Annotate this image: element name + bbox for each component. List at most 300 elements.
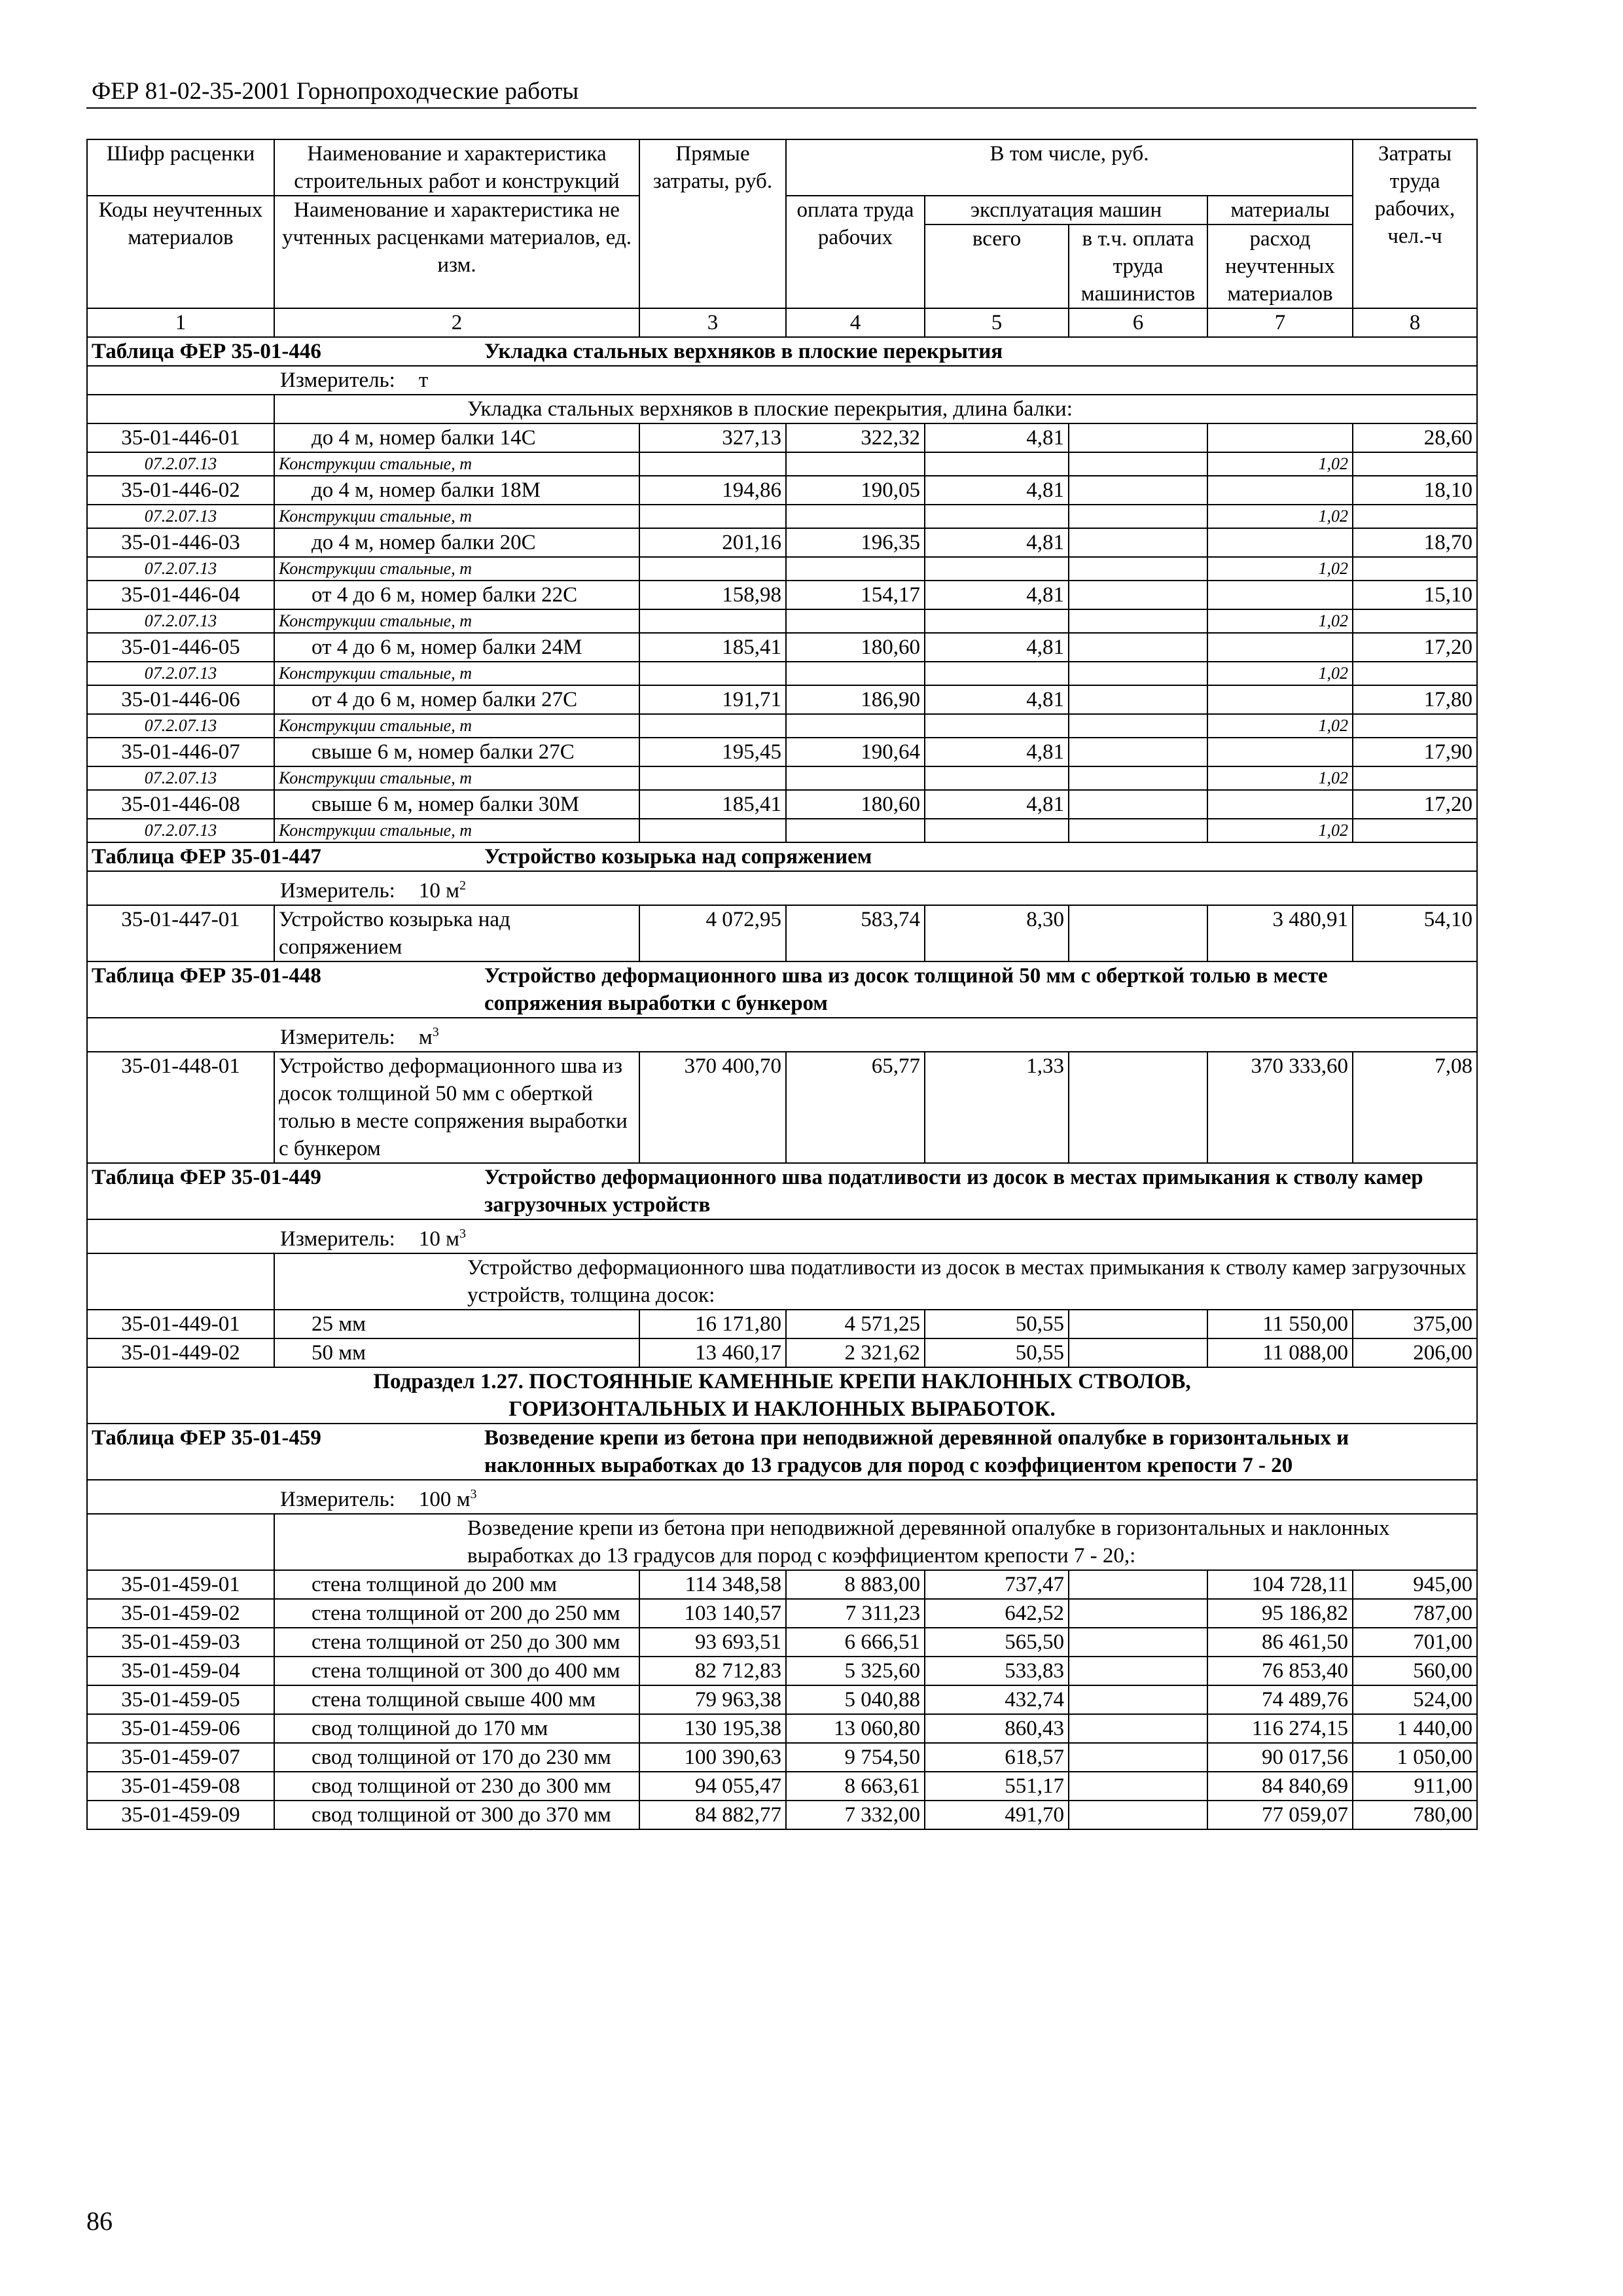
row-machinist-labor xyxy=(1069,738,1207,766)
row-code: 35-01-446-04 xyxy=(87,581,274,609)
row-name: до 4 м, номер балки 14С xyxy=(274,423,639,452)
row-machinist-labor xyxy=(1069,1657,1207,1685)
material-blank xyxy=(925,819,1069,842)
table-row xyxy=(87,1310,1477,1338)
row-materials: 95 186,82 xyxy=(1207,1599,1353,1628)
row-hours: 787,00 xyxy=(1353,1599,1477,1628)
material-blank xyxy=(786,714,925,738)
row-machines: 8,30 xyxy=(925,905,1069,961)
material-qty: 1,02 xyxy=(1207,609,1353,633)
row-labor: 9 754,50 xyxy=(786,1743,925,1772)
table-row xyxy=(87,1743,1477,1772)
row-labor: 583,74 xyxy=(786,905,925,961)
table-row xyxy=(87,790,1477,819)
material-blank xyxy=(786,505,925,528)
row-code: 35-01-446-02 xyxy=(87,476,274,505)
material-blank xyxy=(925,766,1069,790)
row-name: стена толщиной от 300 до 400 мм xyxy=(274,1657,639,1685)
measure-row xyxy=(87,1219,1477,1253)
row-machinist-labor xyxy=(1069,528,1207,557)
material-code: 07.2.07.13 xyxy=(87,609,274,633)
row-materials: 77 059,07 xyxy=(1207,1801,1353,1829)
row-name: от 4 до 6 м, номер балки 27С xyxy=(274,685,639,714)
material-blank xyxy=(1353,609,1477,633)
row-hours: 1 440,00 xyxy=(1353,1714,1477,1743)
row-materials xyxy=(1207,581,1353,609)
material-blank xyxy=(639,452,786,476)
material-blank xyxy=(1353,819,1477,842)
row-machines: 1,33 xyxy=(925,1052,1069,1163)
row-labor: 4 571,25 xyxy=(786,1310,925,1338)
table-caption: Устройство деформационного шва из досок толщиной 50 мм с оберткой толью в месте сопряжения выработки с бункером xyxy=(484,964,1328,1015)
col8-header: Затраты труда рабочих, чел.-ч xyxy=(1353,139,1477,308)
row-name: до 4 м, номер балки 18М xyxy=(274,476,639,505)
row-code: 35-01-446-06 xyxy=(87,685,274,714)
price-table xyxy=(86,139,1478,1830)
row-name: свод толщиной до 170 мм xyxy=(274,1714,639,1743)
col-num: 7 xyxy=(1207,308,1353,337)
col1-bottom: Коды неучтенных материалов xyxy=(87,196,274,308)
material-blank xyxy=(925,714,1069,738)
row-code: 35-01-459-09 xyxy=(87,1801,274,1829)
table-title-row xyxy=(87,961,1477,1018)
measure-row xyxy=(87,1480,1477,1514)
material-name: Конструкции стальные, т xyxy=(274,452,639,476)
material-name: Конструкции стальные, т xyxy=(274,819,639,842)
row-labor: 190,64 xyxy=(786,738,925,766)
material-blank xyxy=(1353,714,1477,738)
measure-sup: 2 xyxy=(459,878,466,893)
row-hours: 18,10 xyxy=(1353,476,1477,505)
table-row xyxy=(87,1052,1477,1163)
row-materials: 3 480,91 xyxy=(1207,905,1353,961)
measure-row xyxy=(87,871,1477,905)
row-name: 25 мм xyxy=(274,1310,639,1338)
row-hours: 54,10 xyxy=(1353,905,1477,961)
table-title-row xyxy=(87,1424,1477,1480)
material-code: 07.2.07.13 xyxy=(87,452,274,476)
row-code: 35-01-459-02 xyxy=(87,1599,274,1628)
row-materials: 90 017,56 xyxy=(1207,1743,1353,1772)
row-labor: 154,17 xyxy=(786,581,925,609)
row-direct: 130 195,38 xyxy=(639,1714,786,1743)
row-direct: 103 140,57 xyxy=(639,1599,786,1628)
row-labor: 196,35 xyxy=(786,528,925,557)
row-code: 35-01-459-08 xyxy=(87,1772,274,1801)
row-machines: 4,81 xyxy=(925,790,1069,819)
material-blank xyxy=(639,819,786,842)
row-materials xyxy=(1207,685,1353,714)
row-machinist-labor xyxy=(1069,1772,1207,1801)
header-row-1 xyxy=(87,139,1477,196)
measure-label: Измеритель: xyxy=(280,1026,395,1049)
row-hours: 780,00 xyxy=(1353,1801,1477,1829)
row-code: 35-01-459-05 xyxy=(87,1685,274,1714)
row-name: Устройство козырька над сопряжением xyxy=(274,905,639,961)
row-machines: 533,83 xyxy=(925,1657,1069,1685)
material-code: 07.2.07.13 xyxy=(87,662,274,685)
row-hours: 206,00 xyxy=(1353,1338,1477,1367)
row-machines: 4,81 xyxy=(925,528,1069,557)
measure-sup: 3 xyxy=(470,1487,477,1501)
row-direct: 158,98 xyxy=(639,581,786,609)
row-labor: 8 663,61 xyxy=(786,1772,925,1801)
material-blank xyxy=(639,557,786,581)
table-row xyxy=(87,423,1477,452)
measure-unit: т xyxy=(418,368,429,392)
row-materials xyxy=(1207,738,1353,766)
row-machines: 432,74 xyxy=(925,1685,1069,1714)
row-materials: 84 840,69 xyxy=(1207,1772,1353,1801)
measure-label: Измеритель: xyxy=(280,1227,395,1251)
row-hours: 945,00 xyxy=(1353,1570,1477,1599)
material-blank xyxy=(786,766,925,790)
table-title xyxy=(87,961,1477,1018)
row-name: стена толщиной от 200 до 250 мм xyxy=(274,1599,639,1628)
col-num: 1 xyxy=(87,308,274,337)
row-machinist-labor xyxy=(1069,1310,1207,1338)
row-hours: 28,60 xyxy=(1353,423,1477,452)
material-row xyxy=(87,505,1477,528)
row-materials: 74 489,76 xyxy=(1207,1685,1353,1714)
row-direct: 4 072,95 xyxy=(639,905,786,961)
row-labor: 13 060,80 xyxy=(786,1714,925,1743)
material-blank xyxy=(1353,557,1477,581)
group-text: Возведение крепи из бетона при неподвижной деревянной опалубке в горизонтальных и наклонных выработках до 13 градусов для пород с коэффициентом крепости 7 - 20,: xyxy=(274,1514,1477,1570)
material-blank xyxy=(925,662,1069,685)
row-direct: 191,71 xyxy=(639,685,786,714)
table-row xyxy=(87,528,1477,557)
row-labor: 65,77 xyxy=(786,1052,925,1163)
row-direct: 114 348,58 xyxy=(639,1570,786,1599)
row-machinist-labor xyxy=(1069,1599,1207,1628)
page-header-title: ФЕР 81-02-35-2001 Горнопроходческие работы xyxy=(92,78,579,105)
material-qty: 1,02 xyxy=(1207,766,1353,790)
material-code: 07.2.07.13 xyxy=(87,819,274,842)
row-name: свод толщиной от 230 до 300 мм xyxy=(274,1772,639,1801)
row-code: 35-01-449-01 xyxy=(87,1310,274,1338)
column-numbers-row xyxy=(87,308,1477,337)
material-qty: 1,02 xyxy=(1207,819,1353,842)
table-row xyxy=(87,1657,1477,1685)
measure-unit: 100 м xyxy=(418,1488,471,1511)
measure-sup: 3 xyxy=(432,1025,439,1039)
table-title-row xyxy=(87,337,1477,366)
material-code: 07.2.07.13 xyxy=(87,557,274,581)
row-labor: 5 040,88 xyxy=(786,1685,925,1714)
row-direct: 195,45 xyxy=(639,738,786,766)
material-row xyxy=(87,557,1477,581)
row-name: стена толщиной от 250 до 300 мм xyxy=(274,1628,639,1657)
row-name: стена толщиной до 200 мм xyxy=(274,1570,639,1599)
row-hours: 375,00 xyxy=(1353,1310,1477,1338)
table-row xyxy=(87,1685,1477,1714)
material-row xyxy=(87,662,1477,685)
measure-cell xyxy=(87,1480,1477,1514)
measure-row xyxy=(87,1018,1477,1052)
row-hours: 15,10 xyxy=(1353,581,1477,609)
row-labor: 7 311,23 xyxy=(786,1599,925,1628)
row-machines: 50,55 xyxy=(925,1310,1069,1338)
row-labor: 8 883,00 xyxy=(786,1570,925,1599)
table-caption: Укладка стальных верхняков в плоские перекрытия xyxy=(484,340,1003,363)
row-code: 35-01-446-05 xyxy=(87,633,274,662)
material-qty: 1,02 xyxy=(1207,714,1353,738)
col-num: 5 xyxy=(925,308,1069,337)
group-blank xyxy=(87,1514,274,1570)
materials-header: материалы xyxy=(1207,196,1353,224)
row-direct: 94 055,47 xyxy=(639,1772,786,1801)
row-code: 35-01-459-03 xyxy=(87,1628,274,1657)
row-materials xyxy=(1207,476,1353,505)
row-machines: 50,55 xyxy=(925,1338,1069,1367)
material-row xyxy=(87,766,1477,790)
material-row xyxy=(87,452,1477,476)
col2-top: Наименование и характеристика строительных работ и конструкций xyxy=(274,139,639,196)
table-row xyxy=(87,476,1477,505)
col7-header: расход неучтенных материалов xyxy=(1207,224,1353,308)
row-name: 50 мм xyxy=(274,1338,639,1367)
row-name: свыше 6 м, номер балки 30М xyxy=(274,790,639,819)
material-blank xyxy=(786,557,925,581)
row-name: свод толщиной от 300 до 370 мм xyxy=(274,1801,639,1829)
material-blank xyxy=(1069,452,1207,476)
row-code: 35-01-459-06 xyxy=(87,1714,274,1743)
material-name: Конструкции стальные, т xyxy=(274,505,639,528)
subsection-title xyxy=(87,1367,1477,1424)
row-machinist-labor xyxy=(1069,790,1207,819)
row-materials: 11 550,00 xyxy=(1207,1310,1353,1338)
table-row xyxy=(87,1599,1477,1628)
row-direct: 13 460,17 xyxy=(639,1338,786,1367)
material-blank xyxy=(1069,819,1207,842)
table-label: Таблица ФЕР 35-01-449 xyxy=(92,1166,321,1189)
page-header xyxy=(86,73,1476,109)
subsection-line2: ГОРИЗОНТАЛЬНЫХ И НАКЛОННЫХ ВЫРАБОТОК. xyxy=(508,1397,1056,1421)
row-labor: 180,60 xyxy=(786,633,925,662)
material-blank xyxy=(925,557,1069,581)
row-labor: 322,32 xyxy=(786,423,925,452)
row-machinist-labor xyxy=(1069,1570,1207,1599)
measure-unit: 10 м xyxy=(418,1227,459,1251)
row-direct: 201,16 xyxy=(639,528,786,557)
row-machinist-labor xyxy=(1069,1338,1207,1367)
table-caption: Устройство деформационного шва податливости из досок в местах примыкания к стволу камер загрузочных устройств xyxy=(484,1166,1423,1217)
machines-header: эксплуатация машин xyxy=(925,196,1207,224)
material-qty: 1,02 xyxy=(1207,452,1353,476)
group-row xyxy=(87,1253,1477,1310)
row-hours: 17,80 xyxy=(1353,685,1477,714)
row-direct: 84 882,77 xyxy=(639,1801,786,1829)
table-row xyxy=(87,1628,1477,1657)
group-text: Укладка стальных верхняков в плоские перекрытия, длина балки: xyxy=(274,395,1477,423)
row-materials: 370 333,60 xyxy=(1207,1052,1353,1163)
row-code: 35-01-446-08 xyxy=(87,790,274,819)
material-blank xyxy=(1069,714,1207,738)
material-name: Конструкции стальные, т xyxy=(274,714,639,738)
row-machinist-labor xyxy=(1069,1801,1207,1829)
row-machines: 565,50 xyxy=(925,1628,1069,1657)
row-hours: 911,00 xyxy=(1353,1772,1477,1801)
row-labor: 7 332,00 xyxy=(786,1801,925,1829)
row-name: свод толщиной от 170 до 230 мм xyxy=(274,1743,639,1772)
row-code: 35-01-449-02 xyxy=(87,1338,274,1367)
row-machinist-labor xyxy=(1069,1628,1207,1657)
material-row xyxy=(87,609,1477,633)
measure-cell xyxy=(87,871,1477,905)
row-direct: 370 400,70 xyxy=(639,1052,786,1163)
row-labor: 2 321,62 xyxy=(786,1338,925,1367)
row-hours: 524,00 xyxy=(1353,1685,1477,1714)
row-machines: 4,81 xyxy=(925,685,1069,714)
row-hours: 17,90 xyxy=(1353,738,1477,766)
measure-cell xyxy=(87,1219,1477,1253)
row-machinist-labor xyxy=(1069,1714,1207,1743)
row-materials: 104 728,11 xyxy=(1207,1570,1353,1599)
group-row xyxy=(87,395,1477,423)
material-blank xyxy=(1353,505,1477,528)
col4-header: оплата труда рабочих xyxy=(786,196,925,308)
row-materials xyxy=(1207,633,1353,662)
table-title xyxy=(87,1424,1477,1480)
row-hours: 1 050,00 xyxy=(1353,1743,1477,1772)
measure-label: Измеритель: xyxy=(280,879,395,903)
material-blank xyxy=(639,609,786,633)
col2-bottom: Наименование и характеристика не учтенных расценками материалов, ед. изм. xyxy=(274,196,639,308)
row-direct: 16 171,80 xyxy=(639,1310,786,1338)
row-hours: 17,20 xyxy=(1353,633,1477,662)
material-name: Конструкции стальные, т xyxy=(274,609,639,633)
table-row xyxy=(87,633,1477,662)
table-row xyxy=(87,685,1477,714)
material-blank xyxy=(1069,557,1207,581)
subsection-row xyxy=(87,1367,1477,1424)
row-name: от 4 до 6 м, номер балки 22С xyxy=(274,581,639,609)
table-row xyxy=(87,1714,1477,1743)
table-title-row xyxy=(87,1163,1477,1219)
row-machines: 737,47 xyxy=(925,1570,1069,1599)
material-blank xyxy=(925,505,1069,528)
row-code: 35-01-446-01 xyxy=(87,423,274,452)
material-qty: 1,02 xyxy=(1207,557,1353,581)
material-blank xyxy=(639,714,786,738)
material-blank xyxy=(786,452,925,476)
table-label: Таблица ФЕР 35-01-446 xyxy=(92,340,321,363)
col-num: 3 xyxy=(639,308,786,337)
row-name: Устройство деформационного шва из досок толщиной 50 мм с оберткой толью в месте сопряжения выработки с бункером xyxy=(274,1052,639,1163)
material-qty: 1,02 xyxy=(1207,505,1353,528)
row-machinist-labor xyxy=(1069,633,1207,662)
row-labor: 186,90 xyxy=(786,685,925,714)
row-hours: 7,08 xyxy=(1353,1052,1477,1163)
row-direct: 327,13 xyxy=(639,423,786,452)
material-blank xyxy=(786,662,925,685)
row-code: 35-01-459-01 xyxy=(87,1570,274,1599)
row-direct: 100 390,63 xyxy=(639,1743,786,1772)
row-machinist-labor xyxy=(1069,1685,1207,1714)
row-materials xyxy=(1207,423,1353,452)
material-qty: 1,02 xyxy=(1207,662,1353,685)
table-title xyxy=(87,1163,1477,1219)
material-row xyxy=(87,819,1477,842)
col1-top: Шифр расценки xyxy=(87,139,274,196)
row-materials: 11 088,00 xyxy=(1207,1338,1353,1367)
col-num: 8 xyxy=(1353,308,1477,337)
row-code: 35-01-447-01 xyxy=(87,905,274,961)
row-machines: 618,57 xyxy=(925,1743,1069,1772)
row-machines: 551,17 xyxy=(925,1772,1069,1801)
material-code: 07.2.07.13 xyxy=(87,505,274,528)
row-direct: 79 963,38 xyxy=(639,1685,786,1714)
material-blank xyxy=(925,609,1069,633)
row-name: от 4 до 6 м, номер балки 24М xyxy=(274,633,639,662)
group-blank xyxy=(87,1253,274,1310)
measure-row xyxy=(87,366,1477,395)
row-code: 35-01-459-07 xyxy=(87,1743,274,1772)
col-num: 4 xyxy=(786,308,925,337)
material-blank xyxy=(1069,505,1207,528)
row-hours: 701,00 xyxy=(1353,1628,1477,1657)
row-machines: 491,70 xyxy=(925,1801,1069,1829)
table-title xyxy=(87,337,1477,366)
row-code: 35-01-446-07 xyxy=(87,738,274,766)
col-num: 2 xyxy=(274,308,639,337)
subsection-line1: Подраздел 1.27. ПОСТОЯННЫЕ КАМЕННЫЕ КРЕПИ НАКЛОННЫХ СТВОЛОВ, xyxy=(373,1370,1191,1393)
material-blank xyxy=(1353,452,1477,476)
table-label: Таблица ФЕР 35-01-459 xyxy=(92,1426,321,1450)
material-name: Конструкции стальные, т xyxy=(274,557,639,581)
table-caption: Устройство козырька над сопряжением xyxy=(484,845,872,869)
group-text: Устройство деформационного шва податливости из досок в местах примыкания к стволу камер загрузочных устройств, толщина досок: xyxy=(274,1253,1477,1310)
row-materials: 116 274,15 xyxy=(1207,1714,1353,1743)
row-direct: 82 712,83 xyxy=(639,1657,786,1685)
material-blank xyxy=(786,609,925,633)
row-machines: 4,81 xyxy=(925,633,1069,662)
row-name: стена толщиной свыше 400 мм xyxy=(274,1685,639,1714)
table-row xyxy=(87,1338,1477,1367)
row-labor: 5 325,60 xyxy=(786,1657,925,1685)
col3-header: Прямые затраты, руб. xyxy=(639,139,786,308)
group-row xyxy=(87,1514,1477,1570)
row-hours: 18,70 xyxy=(1353,528,1477,557)
row-machines: 4,81 xyxy=(925,581,1069,609)
row-hours: 17,20 xyxy=(1353,790,1477,819)
table-row xyxy=(87,905,1477,961)
table-row xyxy=(87,1772,1477,1801)
page-number: 86 xyxy=(86,2206,113,2236)
row-labor: 6 666,51 xyxy=(786,1628,925,1657)
row-machinist-labor xyxy=(1069,1743,1207,1772)
col5-header: всего xyxy=(925,224,1069,308)
row-machinist-labor xyxy=(1069,905,1207,961)
measure-unit: м xyxy=(418,1026,433,1049)
row-materials: 86 461,50 xyxy=(1207,1628,1353,1657)
row-materials xyxy=(1207,528,1353,557)
measure-label: Измеритель: xyxy=(280,1488,395,1511)
measure-cell xyxy=(87,1018,1477,1052)
material-blank xyxy=(1353,662,1477,685)
table-row xyxy=(87,738,1477,766)
material-blank xyxy=(1069,609,1207,633)
row-direct: 185,41 xyxy=(639,790,786,819)
material-blank xyxy=(1353,766,1477,790)
col6-header: в т.ч. оплата труда машинистов xyxy=(1069,224,1207,308)
material-code: 07.2.07.13 xyxy=(87,766,274,790)
material-blank xyxy=(925,452,1069,476)
table-caption: Возведение крепи из бетона при неподвижной деревянной опалубке в горизонтальных и наклонных выработках до 13 градусов для пород с коэффициентом крепости 7 - 20 xyxy=(484,1426,1349,1477)
row-machinist-labor xyxy=(1069,423,1207,452)
row-machines: 860,43 xyxy=(925,1714,1069,1743)
